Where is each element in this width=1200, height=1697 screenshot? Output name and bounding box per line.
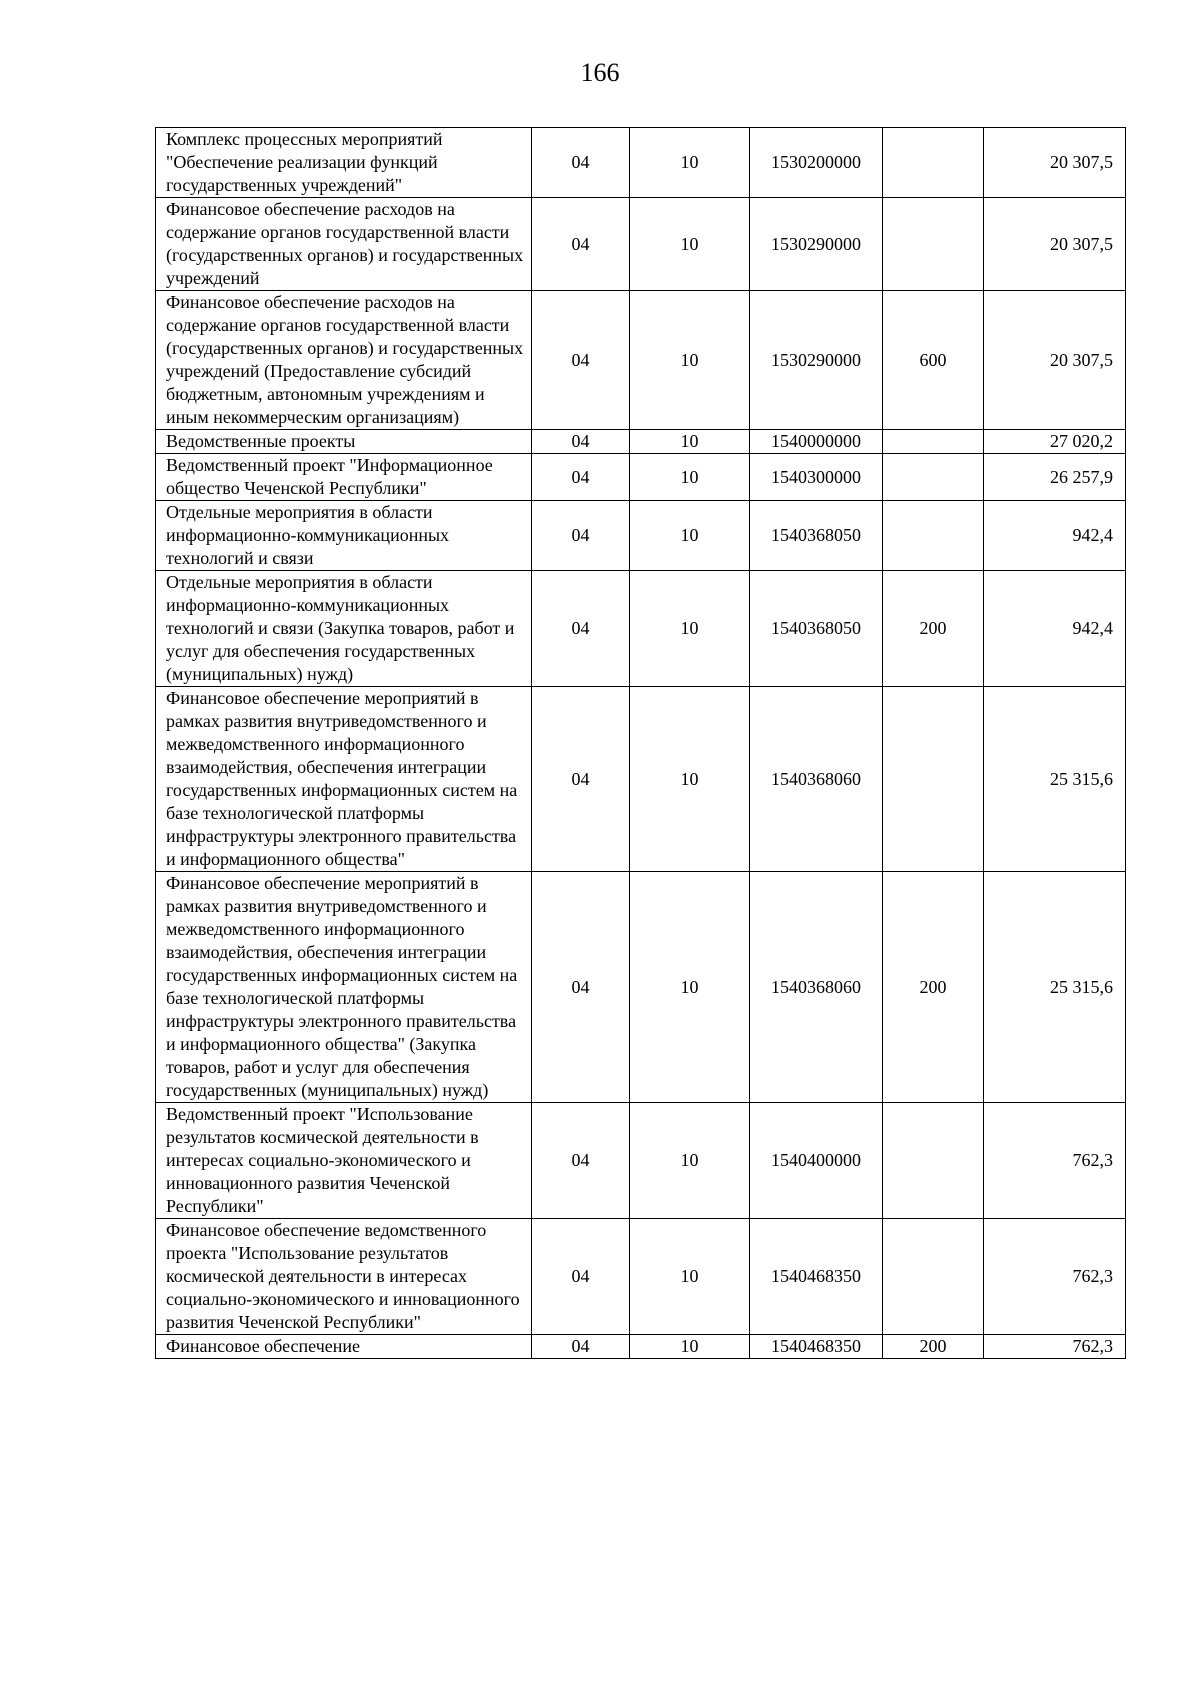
target-article-code: 1540368060 xyxy=(750,687,883,872)
section-code: 04 xyxy=(532,454,630,501)
expense-type-code: 600 xyxy=(883,291,984,430)
section-code: 04 xyxy=(532,128,630,198)
section-code: 04 xyxy=(532,430,630,454)
subsection-code: 10 xyxy=(630,1219,750,1335)
section-code: 04 xyxy=(532,571,630,687)
table-row xyxy=(156,291,1126,430)
row-name: Финансовое обеспечение расходов на содержание органов государственной власти (государственных органов) и государственных учреждений xyxy=(156,198,532,291)
section-code: 04 xyxy=(532,1335,630,1359)
expense-type-code xyxy=(883,687,984,872)
table-row xyxy=(156,430,1126,454)
expense-type-code xyxy=(883,1219,984,1335)
row-name: Финансовое обеспечение мероприятий в рамках развития внутриведомственного и межведомственного информационного взаимодействия, обеспечения интеграции государственных информационных систем на базе технологической платформы инфраструктуры электронного правительства и информационного общества" (Закупка товаров, работ и услуг для обеспечения государственных (муниципальных) нужд) xyxy=(156,872,532,1103)
expense-type-code xyxy=(883,198,984,291)
row-name: Финансовое обеспечение xyxy=(156,1335,532,1359)
target-article-code: 1540468350 xyxy=(750,1219,883,1335)
target-article-code: 1530200000 xyxy=(750,128,883,198)
subsection-code: 10 xyxy=(630,291,750,430)
amount: 20 307,5 xyxy=(984,198,1126,291)
section-code: 04 xyxy=(532,198,630,291)
amount: 942,4 xyxy=(984,501,1126,571)
expense-type-code: 200 xyxy=(883,571,984,687)
subsection-code: 10 xyxy=(630,1103,750,1219)
subsection-code: 10 xyxy=(630,872,750,1103)
target-article-code: 1540368050 xyxy=(750,501,883,571)
table-row xyxy=(156,571,1126,687)
target-article-code: 1540400000 xyxy=(750,1103,883,1219)
subsection-code: 10 xyxy=(630,571,750,687)
target-article-code: 1530290000 xyxy=(750,198,883,291)
target-article-code: 1540368060 xyxy=(750,872,883,1103)
amount: 26 257,9 xyxy=(984,454,1126,501)
expense-type-code xyxy=(883,1103,984,1219)
section-code: 04 xyxy=(532,872,630,1103)
table-row xyxy=(156,687,1126,872)
table-row xyxy=(156,872,1126,1103)
row-name: Финансовое обеспечение расходов на содержание органов государственной власти (государственных органов) и государственных учреждений (Предоставление субсидий бюджетным, автономным учреждениям и иным некоммерческим организациям) xyxy=(156,291,532,430)
row-name: Ведомственные проекты xyxy=(156,430,532,454)
table-row xyxy=(156,454,1126,501)
target-article-code: 1540468350 xyxy=(750,1335,883,1359)
amount: 20 307,5 xyxy=(984,128,1126,198)
subsection-code: 10 xyxy=(630,430,750,454)
budget-table xyxy=(155,127,1126,1359)
section-code: 04 xyxy=(532,1219,630,1335)
expense-type-code: 200 xyxy=(883,1335,984,1359)
table-row xyxy=(156,1103,1126,1219)
amount: 942,4 xyxy=(984,571,1126,687)
row-name: Финансовое обеспечение ведомственного проекта "Использование результатов космической деятельности в интересах социально-экономического и инновационного развития Чеченской Республики" xyxy=(156,1219,532,1335)
section-code: 04 xyxy=(532,687,630,872)
subsection-code: 10 xyxy=(630,501,750,571)
row-name: Финансовое обеспечение мероприятий в рамках развития внутриведомственного и межведомственного информационного взаимодействия, обеспечения интеграции государственных информационных систем на базе технологической платформы инфраструктуры электронного правительства и информационного общества" xyxy=(156,687,532,872)
amount: 20 307,5 xyxy=(984,291,1126,430)
amount: 25 315,6 xyxy=(984,687,1126,872)
row-name: Отдельные мероприятия в области информационно-коммуникационных технологий и связи (Закупка товаров, работ и услуг для обеспечения государственных (муниципальных) нужд) xyxy=(156,571,532,687)
subsection-code: 10 xyxy=(630,1335,750,1359)
row-name: Комплекс процессных мероприятий "Обеспечение реализации функций государственных учреждений" xyxy=(156,128,532,198)
row-name: Отдельные мероприятия в области информационно-коммуникационных технологий и связи xyxy=(156,501,532,571)
table-row xyxy=(156,1219,1126,1335)
amount: 25 315,6 xyxy=(984,872,1126,1103)
target-article-code: 1530290000 xyxy=(750,291,883,430)
subsection-code: 10 xyxy=(630,198,750,291)
target-article-code: 1540368050 xyxy=(750,571,883,687)
page-number: 166 xyxy=(580,58,620,87)
subsection-code: 10 xyxy=(630,454,750,501)
amount: 762,3 xyxy=(984,1335,1126,1359)
expense-type-code: 200 xyxy=(883,872,984,1103)
row-name: Ведомственный проект "Использование результатов космической деятельности в интересах социально-экономического и инновационного развития Чеченской Республики" xyxy=(156,1103,532,1219)
row-name: Ведомственный проект "Информационное общество Чеченской Республики" xyxy=(156,454,532,501)
section-code: 04 xyxy=(532,501,630,571)
table-row xyxy=(156,501,1126,571)
expense-type-code xyxy=(883,430,984,454)
expense-type-code xyxy=(883,501,984,571)
target-article-code: 1540000000 xyxy=(750,430,883,454)
subsection-code: 10 xyxy=(630,128,750,198)
table-row xyxy=(156,128,1126,198)
target-article-code: 1540300000 xyxy=(750,454,883,501)
amount: 762,3 xyxy=(984,1103,1126,1219)
table-row xyxy=(156,1335,1126,1359)
table-row xyxy=(156,198,1126,291)
subsection-code: 10 xyxy=(630,687,750,872)
expense-type-code xyxy=(883,454,984,501)
section-code: 04 xyxy=(532,291,630,430)
expense-type-code xyxy=(883,128,984,198)
section-code: 04 xyxy=(532,1103,630,1219)
amount: 762,3 xyxy=(984,1219,1126,1335)
amount: 27 020,2 xyxy=(984,430,1126,454)
